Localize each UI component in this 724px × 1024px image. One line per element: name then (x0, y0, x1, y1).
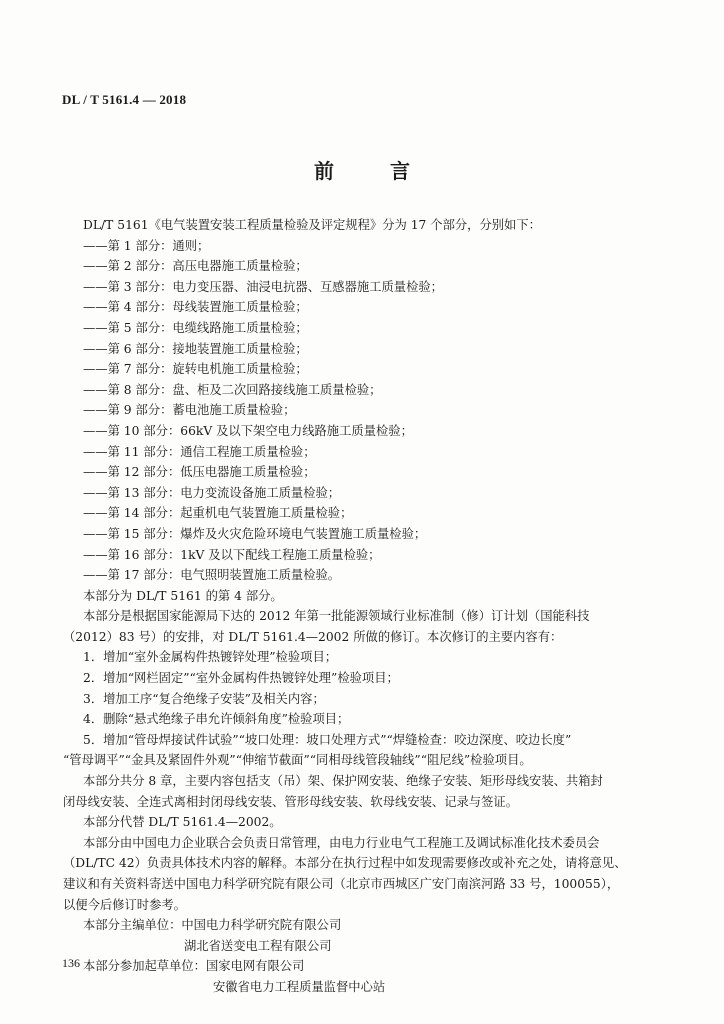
participant-units: 本部分参加起草单位：国家电网有限公司 (83, 959, 305, 974)
title-char: 言 (390, 159, 438, 183)
part-list-item: ——第 11 部分：通信工程施工质量检验； (83, 444, 316, 459)
revision-basis-line-2: （2012）83 号）的安排，对 DL/T 5161.4—2002 所做的修订。本次修订的主要内容有： (63, 629, 563, 644)
chapters-line-2: 闭母线安装、全连式离相封闭母线安装、管形母线安装、软母线安装、记录与签证。 (63, 794, 518, 809)
management-line-3: 建议和有关资料寄送中国电力科学研究院有限公司（北京市西城区广安门南滨河路 33 号，100055）， (63, 877, 620, 891)
change-list-item: 1．增加“室外金属构件热镀锌处理”检验项目； (83, 650, 338, 665)
page-number: 136 (62, 956, 80, 970)
standard-code-header: DL / T 5161.4 — 2018 (62, 92, 187, 107)
part-list-item: ——第 6 部分：接地装置施工质量检验； (83, 341, 308, 356)
change-list-item: 3．增加工序“复合绝缘子安装”及相关内容； (83, 691, 325, 706)
part-list-item: ——第 8 部分：盘、柜及二次回路接线施工质量检验； (83, 382, 382, 397)
revision-basis-line-1: 本部分是根据国家能源局下达的 2012 年第一批能源领域行业标准制（修）订计划（国能科技 (83, 609, 590, 624)
part-list-item: ——第 15 部分：爆炸及火灾危险环境电气装置施工质量检验； (83, 526, 427, 541)
part-list-item: ——第 7 部分：旋转电机施工质量检验； (83, 362, 308, 377)
change-5-line-2: “管母调平”“金具及紧固件外观”“伸缩节截面”“同相母线管段轴线”“阻尼线”检验项目。 (63, 753, 532, 768)
part-list-item: ——第 2 部分：高压电器施工质量检验； (83, 259, 308, 274)
management-line-4: 以便今后修订时参考。 (63, 897, 186, 912)
chief-editor-unit-2: 湖北省送变电工程有限公司 (184, 938, 332, 953)
change-5-line-1: 5．增加“管母焊接试件试验”“坡口处理：坡口处理方式”“焊缝检查：咬边深度、咬边长度” (83, 732, 572, 747)
change-list-item: 4．删除“悬式绝缘子串允许倾斜角度”检验项目； (83, 712, 350, 727)
change-list-item: 2．增加“网栏固定”“室外金属构件热镀锌处理”检验项目； (83, 671, 399, 686)
chief-editor-units: 本部分主编单位：中国电力科学研究院有限公司 (83, 918, 342, 933)
part-list-item: ——第 14 部分：起重机电气装置施工质量检验； (83, 506, 353, 521)
participant-unit-2: 安徽省电力工程质量监督中心站 (213, 979, 386, 994)
chapters-line-1: 本部分共分 8 章，主要内容包括支（吊）架、保护网安装、绝缘子安装、矩形母线安装、共箱封 (83, 774, 603, 789)
management-line-1: 本部分由中国电力企业联合会负责日常管理，由电力行业电气工程施工及调试标准化技术委员会 (83, 835, 600, 850)
part-list-item: ——第 13 部分：电力变流设备施工质量检验； (83, 485, 341, 500)
management-line-2: （DL/TC 42）负责具体技术内容的解释。本部分在执行过程中如发现需要修改或补充之处，请将意见、 (63, 856, 627, 871)
part-list-item: ——第 9 部分：蓄电池施工质量检验； (83, 403, 296, 418)
part-list-item: ——第 12 部分：低压电器施工质量检验； (83, 465, 316, 480)
part-list-item: ——第 5 部分：电缆线路施工质量检验； (83, 320, 308, 335)
changes-list (83, 647, 687, 729)
parts-list (83, 236, 687, 586)
part-list-item: ——第 17 部分：电气照明装置施工质量检验。 (83, 568, 341, 583)
part-list-item: ——第 16 部分：1kV 及以下配线工程施工质量检验； (83, 547, 381, 562)
page-title (0, 155, 724, 184)
part-list-item: ——第 4 部分：母线装置施工质量检验； (83, 300, 308, 315)
part-list-item: ——第 3 部分：电力变压器、油浸电抗器、互感器施工质量检验； (83, 279, 443, 294)
replaces-paragraph: 本部分代替 DL/T 5161.4—2002。 (83, 815, 282, 830)
title-char: 前 (314, 159, 362, 183)
this-part-paragraph: 本部分为 DL/T 5161 的第 4 部分。 (83, 588, 283, 603)
part-list-item: ——第 1 部分：通则； (83, 238, 210, 253)
part-list-item: ——第 10 部分：66kV 及以下架空电力线路施工质量检验； (83, 423, 413, 438)
intro-paragraph: DL/T 5161《电气装置安装工程质量检验及评定规程》分为 17 个部分，分别如下： (83, 218, 541, 232)
